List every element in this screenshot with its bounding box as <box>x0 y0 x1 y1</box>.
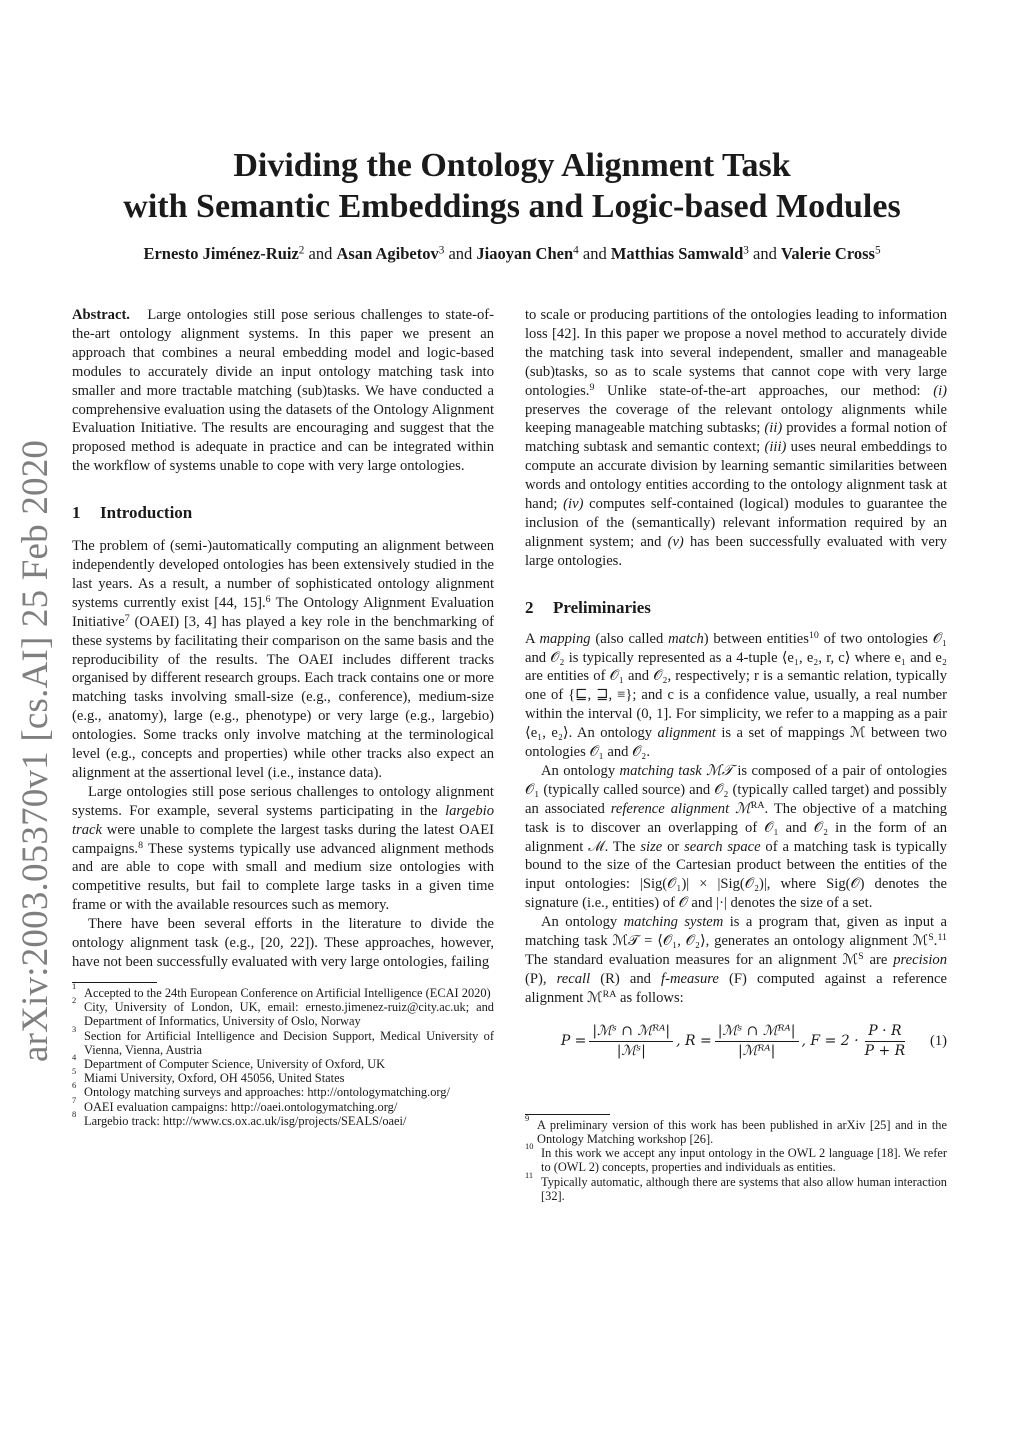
emphasis: (v) <box>667 533 684 550</box>
footnote-mark: 3 <box>72 1023 77 1034</box>
emphasis: size <box>640 838 663 855</box>
denominator: |ℳᴿᴬ| <box>737 1043 776 1060</box>
section-number: 2 <box>525 597 534 617</box>
emphasis: match <box>668 630 704 647</box>
paper-title <box>60 145 964 227</box>
fraction-recall <box>715 1022 799 1061</box>
footnote-mark: 6 <box>72 1080 77 1091</box>
text: is composed of a pair of ontologies 𝒪₁ (typically called source) and 𝒪₂ (typically called target) and possibly an associated <box>525 762 947 817</box>
author-name: Valerie Cross <box>780 244 875 263</box>
text: provides a formal notion of matching subtask and semantic context; <box>525 420 947 456</box>
intro-paragraph-2 <box>72 783 494 915</box>
footnote-text: Section for Artificial Intelligence and Decision Support, Medical University of Vienna, Vienna, Austria <box>84 1028 494 1057</box>
footnote <box>72 1080 494 1100</box>
text: of two ontologies 𝒪₁ and 𝒪₂ is typically represented as a 4-tuple ⟨e₁, e₂, r, c⟩ where e₁ and e₂ are entities of 𝒪₁ and 𝒪₂, respectively; r is a semantic relation, typically one of {⊑, ⊒, ≡}; and c is a confidence value, usually, a real number within the interval (0, 1]. For simplicity, we refer to a mapping as a pair ⟨e₁, e₂⟩. An ontology <box>525 630 947 742</box>
text: computes self-contained (logical) modules to guarantee the inclusion of the (semantically) relevant information required by an alignment system; and <box>525 496 947 550</box>
footnote-text: Miami University, Oxford, OH 45056, United States <box>84 1071 345 1086</box>
intro-paragraph-1 <box>72 537 494 783</box>
author-separator: and <box>582 244 607 263</box>
equation-term: P = <box>560 1033 587 1050</box>
text: (P), <box>525 970 557 987</box>
section-heading-preliminaries <box>525 599 947 618</box>
footnote <box>72 1066 494 1086</box>
author-list <box>40 244 984 264</box>
author-separator: and <box>308 244 333 263</box>
author-name: Matthias Samwald <box>610 244 744 263</box>
denominator: P + R <box>864 1043 906 1060</box>
emphasis: (ii) <box>764 420 783 437</box>
emphasis: (iii) <box>764 439 787 456</box>
footnote-mark: 2 <box>72 995 77 1006</box>
equation-term: , R = <box>676 1033 712 1050</box>
footnote-mark: 9 <box>525 1112 530 1123</box>
superscript: RA <box>750 799 765 811</box>
text: preserves the coverage of the relevant ontology alignments while keeping manageable matching subtasks; <box>525 401 947 437</box>
text: A <box>525 630 540 647</box>
footnote-rule <box>525 1114 610 1115</box>
text: An ontology <box>541 914 624 931</box>
author-name: Ernesto Jiménez-Ruiz <box>143 244 299 263</box>
author-separator: and <box>753 244 777 263</box>
fraction-fmeasure <box>862 1022 909 1061</box>
text: (R) and <box>590 970 662 987</box>
emphasis: matching system <box>623 914 724 931</box>
abstract <box>72 306 494 476</box>
footnote <box>72 1108 494 1128</box>
arxiv-identifier: arXiv:2003.05370v1 [cs.AI] 25 Feb 2020 <box>15 439 56 1062</box>
text: An ontology <box>541 762 620 779</box>
footnote-ref: 9 <box>589 381 595 393</box>
footnote <box>72 980 494 1000</box>
footnote-text: OAEI evaluation campaigns: http://oaei.ontologymatching.org/ <box>84 1099 398 1114</box>
text: uses neural embeddings to compute an accurate division by learning semantic similarities between words and ontology entities according to the ontology alignment task at hand; <box>525 439 947 513</box>
author-name: Jiaoyan Chen <box>476 244 574 263</box>
superscript: S <box>858 951 864 963</box>
emphasis: mapping <box>539 630 591 647</box>
text: Unlike state-of-the-art approaches, our method: <box>594 382 934 399</box>
footnote <box>525 1169 947 1203</box>
right-footnotes <box>525 1112 947 1203</box>
text: . <box>933 933 938 950</box>
footnote-mark: 7 <box>72 1094 77 1105</box>
section-number: 1 <box>72 503 81 523</box>
text: ) between entities <box>703 630 809 647</box>
affiliation-mark: 3 <box>438 244 445 257</box>
text: were unable to complete the largest tasks during the latest OAEI campaigns. <box>72 821 494 857</box>
emphasis: (iv) <box>563 496 584 513</box>
text: is a set of mappings ℳ between two ontologies 𝒪₁ and 𝒪₂. <box>525 725 947 761</box>
text: are <box>863 952 894 968</box>
text: has been successfully evaluated with very large ontologies. <box>525 533 947 569</box>
footnote <box>72 1023 494 1057</box>
text: of a matching task is typically bound to the size of the Cartesian product between the entities of the input ontologies: |Sig(𝒪₁)| × |Sig(𝒪₂)|, where Sig(𝒪) denotes the signature (i.e., entities) of 𝒪 and |·| denotes the size of a set. <box>525 838 947 912</box>
right-column <box>525 306 947 1203</box>
footnote-mark: 8 <box>72 1108 77 1119</box>
intro-paragraph-3: There have been several efforts in the literature to divide the ontology alignment task (e.g., [20, 22]). These approaches, however, have not been successfully evaluated with very large ontologies, failing <box>72 916 494 970</box>
prelim-paragraph-1 <box>525 630 947 762</box>
author-separator: and <box>448 244 473 263</box>
numerator: |ℳˢ ∩ ℳᴿᴬ| <box>589 1022 673 1042</box>
text: as follows: <box>616 989 684 1006</box>
footnote-text: Department of Computer Science, University of Oxford, UK <box>84 1056 386 1071</box>
footnote-mark: 10 <box>525 1141 534 1152</box>
emphasis: alignment <box>657 725 716 742</box>
emphasis: reference alignment ℳ <box>610 800 751 817</box>
numerator: P · R <box>865 1022 904 1042</box>
footnote-mark: 1 <box>72 980 77 991</box>
superscript: RA <box>602 988 617 1000</box>
footnote-text: Accepted to the 24th European Conference on Artificial Intelligence (ECAI 2020) <box>84 985 491 1000</box>
footnote-text: Ontology matching surveys and approaches: http://ontologymatching.org/ <box>84 1085 450 1100</box>
affiliation-mark: 4 <box>573 244 579 257</box>
footnote <box>72 995 494 1029</box>
denominator: |ℳˢ| <box>616 1043 646 1060</box>
numerator: |ℳˢ ∩ ℳᴿᴬ| <box>715 1022 799 1042</box>
equation-1 <box>525 1016 947 1068</box>
affiliation-mark: 2 <box>298 244 305 257</box>
title-line-1: Dividing the Ontology Alignment Task <box>233 147 791 184</box>
emphasis: recall <box>556 970 591 987</box>
footnote-ref: 8 <box>138 839 144 851</box>
footnote <box>72 1051 494 1071</box>
text: The standard evaluation measures for an alignment ℳ <box>525 952 859 968</box>
text: or <box>662 838 685 855</box>
emphasis: largebio track <box>72 802 494 838</box>
title-line-2: with Semantic Embeddings and Logic-based Modules <box>123 188 901 225</box>
text: is a program that, given as input a matching task ℳ𝒯 = ⟨𝒪₁, 𝒪₂⟩, generates an ontology alignment ℳ <box>525 914 947 950</box>
abstract-heading: Abstract. <box>72 307 130 323</box>
section-title: Introduction <box>100 503 193 523</box>
footnote-mark: 5 <box>72 1066 77 1077</box>
footnote-mark: 11 <box>525 1169 534 1180</box>
footnote-text: Largebio track: http://www.cs.ox.ac.uk/isg/projects/SEALS/oaei/ <box>84 1113 407 1128</box>
footnote-text: In this work we accept any input ontology in the OWL 2 language [18]. We refer to (OWL 2) concepts, properties and individuals as entities. <box>541 1146 947 1175</box>
section-heading-introduction <box>72 504 494 523</box>
text: Large ontologies still pose serious challenges to ontology alignment systems. For example, several systems participating in the <box>72 783 494 819</box>
fraction-precision <box>589 1022 673 1061</box>
superscript: S <box>928 932 934 944</box>
emphasis: matching task ℳ𝒯 <box>619 762 733 779</box>
intro-continued-paragraph <box>525 306 947 571</box>
left-column <box>72 306 494 1128</box>
text: The Ontology Alignment Evaluation Initiative <box>72 594 494 630</box>
text: . The objective of a matching task is to discover an overlapping of 𝒪₁ and 𝒪₂ in the form of an alignment ℳ. The <box>525 800 947 855</box>
affiliation-mark: 3 <box>743 244 749 257</box>
footnote-ref: 7 <box>124 612 130 624</box>
prelim-paragraph-2 <box>525 762 947 913</box>
footnote-text: Typically automatic, although there are systems that also allow human interaction [32]. <box>541 1174 947 1203</box>
abstract-text: Large ontologies still pose serious challenges to state-of-the-art ontology alignment systems. In this paper we present an approach that combines a neural embedding model and logic-based modules to accurately divide an input ontology matching task into smaller and more tractable matching (sub)tasks. We have conducted a comprehensive evaluation using the datasets of the Ontology Alignment Evaluation Initiative. The results are encouraging and suggest that the proposed method is adequate in practice and can be integrated within the workflow of systems unable to cope with very large ontologies. <box>72 307 494 475</box>
footnote-text: City, University of London, UK, email: ernesto.jimenez-ruiz@city.ac.uk; and Department of Informatics, University of Oslo, Norway <box>84 1000 494 1029</box>
footnote-mark: 4 <box>72 1051 77 1062</box>
text: The problem of (semi-)automatically computing an alignment between independently developed ontologies has been extensively studied in the last years. As a result, a number of sophisticated ontology alignment systems currently exist [44, 15]. <box>72 538 494 611</box>
footnote-ref: 11 <box>937 932 947 944</box>
left-footnotes <box>72 980 494 1128</box>
text: (F) computed against a reference alignment ℳ <box>525 970 947 1006</box>
footnote-ref: 6 <box>265 593 271 605</box>
text: These systems typically use advanced alignment methods and are able to cope with small and medium size ontologies with competitive results, but fail to complete large tasks in a given time frame or with the available resources such as memory. <box>72 840 494 914</box>
footnote-rule <box>72 982 157 983</box>
footnote <box>72 1094 494 1114</box>
footnote-text: A preliminary version of this work has been published in arXiv [25] and in the Ontology Matching workshop [26]. <box>537 1117 947 1146</box>
equation-number: (1) <box>929 1033 947 1050</box>
author-name: Asan Agibetov <box>336 244 439 263</box>
emphasis: search space <box>684 838 761 855</box>
emphasis: (i) <box>933 382 947 399</box>
emphasis: f-measure <box>661 970 719 987</box>
emphasis: precision <box>893 952 947 968</box>
text: (OAEI) [3, 4] has played a key role in the benchmarking of these systems by facilitating their comparison on the same basis and the reproducibility of the results. The OAEI includes different tracks organised by different research groups. Each track contains one or more matching tasks involving small-size (e.g., conference), medium-size (e.g., anatomy), large (e.g., phenotype) or very large (e.g., largebio) ontologies. Some tracks only involve matching at the terminological level (e.g., concepts and properties) while other tracks also expect an alignment at the assertional level (i.e., instance data). <box>72 613 494 781</box>
section-title: Preliminaries <box>553 597 651 617</box>
prelim-paragraph-3 <box>525 913 947 1008</box>
footnote-ref: 10 <box>808 629 819 641</box>
text: to scale or producing partitions of the ontologies leading to information loss [42]. In this paper we propose a novel method to accurately divide the matching task into several independent, smaller and manageable (sub)tasks, so as to scale systems that cannot cope with very large ontologies. <box>525 307 947 399</box>
text: (also called <box>590 630 669 647</box>
footnote <box>525 1112 947 1146</box>
equation-term: , F = 2 · <box>801 1033 859 1050</box>
affiliation-mark: 5 <box>874 244 881 257</box>
